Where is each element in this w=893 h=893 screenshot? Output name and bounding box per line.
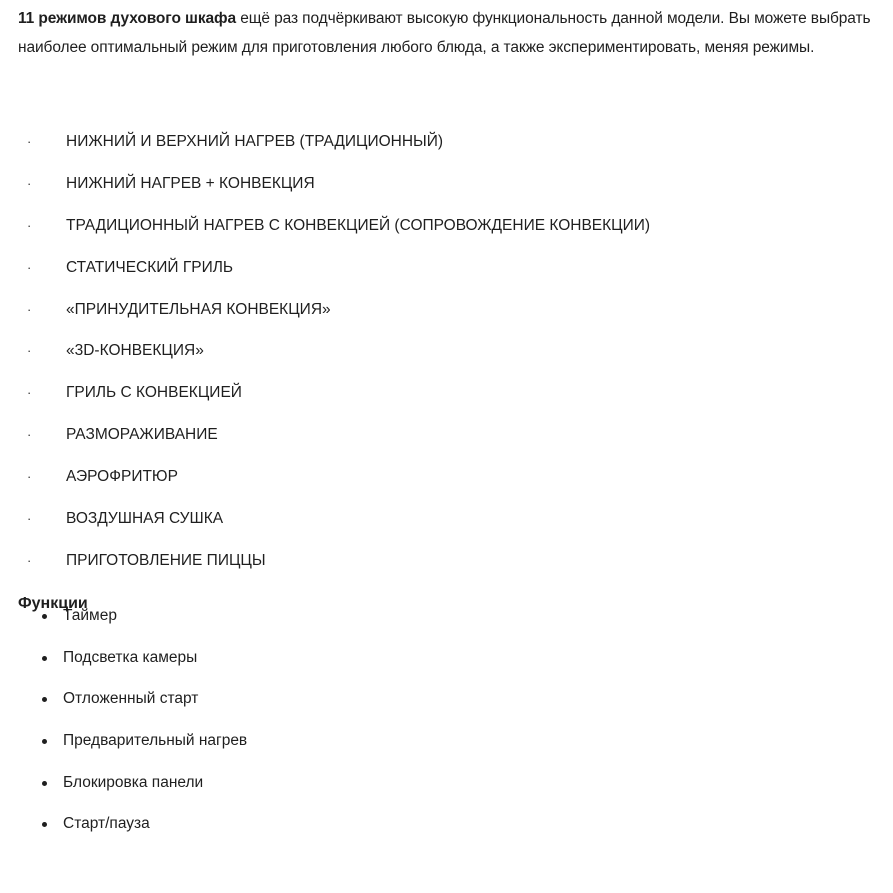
list-item bbox=[0, 379, 893, 421]
mode-label: ГРИЛЬ С КОНВЕКЦИЕЙ bbox=[66, 384, 242, 402]
bullet-dot-icon: · bbox=[27, 427, 32, 443]
functions-list bbox=[0, 602, 893, 852]
list-item bbox=[0, 296, 893, 338]
bullet-dot-icon: · bbox=[27, 134, 32, 149]
intro-paragraph bbox=[18, 4, 892, 62]
function-label: Подсветка камеры bbox=[63, 648, 198, 666]
list-item bbox=[0, 505, 893, 547]
list-item bbox=[0, 547, 893, 589]
list-item bbox=[0, 212, 893, 254]
function-label: Блокировка панели bbox=[63, 773, 204, 791]
bullet-icon bbox=[42, 822, 47, 827]
function-label: Отложенный старт bbox=[63, 690, 199, 708]
mode-label: ПРИГОТОВЛЕНИЕ ПИЦЦЫ bbox=[66, 551, 266, 569]
list-item bbox=[0, 727, 893, 769]
mode-label: СТАТИЧЕСКИЙ ГРИЛЬ bbox=[66, 258, 234, 276]
bullet-dot-icon: · bbox=[27, 175, 32, 191]
bullet-dot-icon: · bbox=[27, 469, 32, 485]
intro-bold: 11 режимов духового шкафа bbox=[18, 10, 236, 27]
bullet-dot-icon: · bbox=[27, 343, 32, 359]
bullet-dot-icon: · bbox=[27, 301, 32, 317]
bullet-icon bbox=[42, 656, 47, 661]
list-item bbox=[0, 602, 893, 644]
function-label: Таймер bbox=[63, 607, 117, 624]
bullet-icon bbox=[42, 739, 47, 744]
list-item bbox=[0, 254, 893, 296]
intro-text: ещё раз подчёркивают высокую функциональность данной модели. Вы можете выбрать наиболее оптимальный режим для приготовления любого блюда, а также экспериментировать, меняя режимы. bbox=[18, 10, 871, 56]
mode-label: РАЗМОРАЖИВАНИЕ bbox=[66, 426, 218, 444]
list-item bbox=[0, 337, 893, 379]
mode-label: «3D-КОНВЕКЦИЯ» bbox=[66, 342, 204, 360]
bullet-icon bbox=[42, 781, 47, 786]
bullet-dot-icon: · bbox=[27, 511, 32, 527]
mode-label: ВОЗДУШНАЯ СУШКА bbox=[66, 510, 224, 528]
bullet-dot-icon: · bbox=[27, 259, 32, 275]
functions-heading: Функции bbox=[18, 595, 88, 612]
list-item bbox=[0, 685, 893, 727]
bullet-icon bbox=[42, 697, 47, 702]
mode-label: НИЖНИЙ НАГРЕВ + КОНВЕКЦИЯ bbox=[66, 174, 315, 192]
function-label: Предварительный нагрев bbox=[63, 732, 248, 750]
list-item bbox=[0, 128, 893, 170]
modes-list bbox=[0, 128, 893, 589]
bullet-dot-icon: · bbox=[27, 552, 32, 568]
mode-label: АЭРОФРИТЮР bbox=[66, 468, 178, 486]
list-item bbox=[0, 769, 893, 811]
list-item bbox=[0, 170, 893, 212]
mode-label: ТРАДИЦИОННЫЙ НАГРЕВ С КОНВЕКЦИЕЙ (СОПРОВОЖДЕНИЕ КОНВЕКЦИИ) bbox=[66, 216, 651, 234]
bullet-dot-icon: · bbox=[27, 217, 32, 233]
list-item bbox=[0, 421, 893, 463]
mode-label: НИЖНИЙ И ВЕРХНИЙ НАГРЕВ (ТРАДИЦИОННЫЙ) bbox=[66, 133, 444, 150]
mode-label: «ПРИНУДИТЕЛЬНАЯ КОНВЕКЦИЯ» bbox=[66, 300, 331, 318]
list-item bbox=[0, 810, 893, 852]
bullet-icon bbox=[42, 614, 47, 619]
bullet-dot-icon: · bbox=[27, 385, 32, 401]
list-item bbox=[0, 463, 893, 505]
list-item bbox=[0, 644, 893, 686]
function-label: Старт/пауза bbox=[63, 815, 150, 833]
